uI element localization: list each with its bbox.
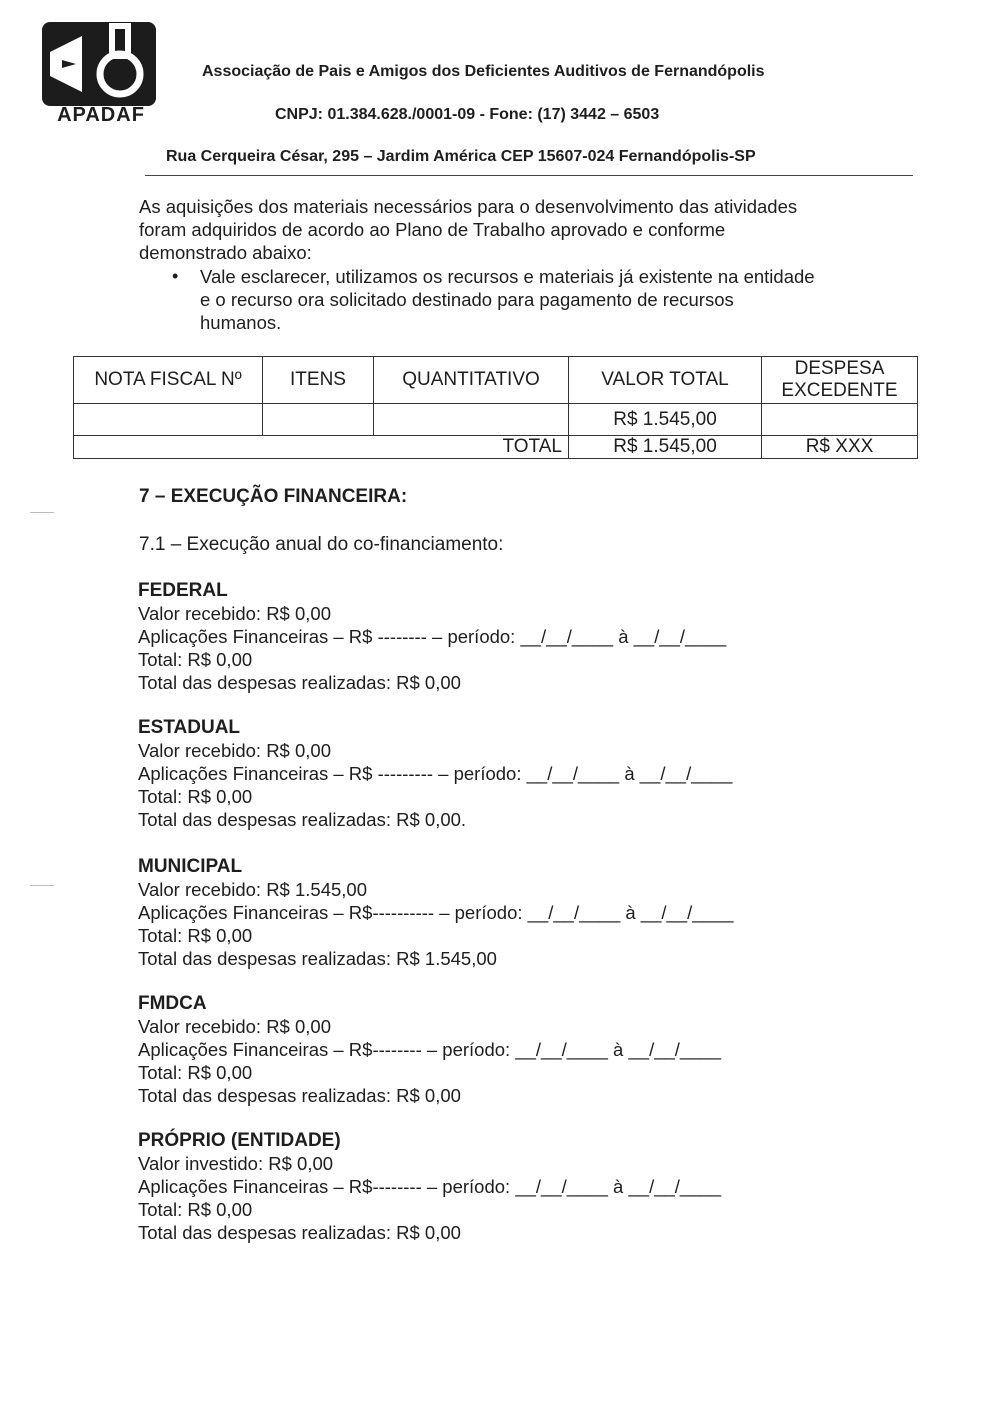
total-excedente: R$ XXX xyxy=(762,436,918,459)
materials-table xyxy=(73,356,918,459)
block-line: Aplicações Financeiras – R$-------- – período: __/__/____ à __/__/____ xyxy=(138,1039,722,1060)
block-title: PRÓPRIO (ENTIDADE) xyxy=(138,1130,341,1151)
block-line: Total: R$ 0,00 xyxy=(138,925,253,946)
table-cell xyxy=(762,404,918,436)
funding-block-proprio xyxy=(138,1129,721,1244)
table-row xyxy=(74,404,918,436)
block-line: Valor recebido: R$ 0,00 xyxy=(138,740,331,761)
block-line: Total: R$ 0,00 xyxy=(138,649,253,670)
org-name: Associação de Pais e Amigos dos Deficientes Auditivos de Fernandópolis xyxy=(202,63,765,80)
block-title: MUNICIPAL xyxy=(138,856,243,877)
col-valor-total: VALOR TOTAL xyxy=(569,357,762,404)
section-subtitle: 7.1 – Execução anual do co-financiamento: xyxy=(139,534,504,555)
address: Rua Cerqueira César, 295 – Jardim América CEP 15607-024 Fernandópolis-SP xyxy=(166,148,756,165)
col-itens: ITENS xyxy=(263,357,374,404)
col-nota-fiscal: NOTA FISCAL Nº xyxy=(74,357,263,404)
block-line: Aplicações Financeiras – R$ --------- – período: __/__/____ à __/__/____ xyxy=(138,763,733,784)
block-line: Total das despesas realizadas: R$ 0,00 xyxy=(138,1222,461,1243)
cnpj-phone: CNPJ: 01.384.628./0001-09 - Fone: (17) 3442 – 6503 xyxy=(275,106,660,123)
table-cell xyxy=(263,404,374,436)
punch-mark xyxy=(30,885,54,886)
block-line: Total das despesas realizadas: R$ 1.545,00 xyxy=(138,948,497,969)
table-cell xyxy=(374,404,569,436)
bullet-paragraph: Vale esclarecer, utilizamos os recursos e materiais já existente na entidade e o recurso ora solicitado destinado para pagamento de recursos humanos. xyxy=(200,266,815,333)
block-line: Total das despesas realizadas: R$ 0,00. xyxy=(138,809,467,830)
col-despesa-excedente: DESPESA EXCEDENTE xyxy=(762,357,918,404)
logo-text: APADAF xyxy=(57,104,145,126)
col-quantitativo: QUANTITATIVO xyxy=(374,357,569,404)
funding-block-fmdca xyxy=(138,992,721,1107)
block-line: Total: R$ 0,00 xyxy=(138,786,253,807)
block-line: Total: R$ 0,00 xyxy=(138,1199,253,1220)
intro-paragraph: As aquisições dos materiais necessários para o desenvolvimento das atividades foram adquiridos de acordo ao Plano de Trabalho aprovado e conforme demonstrado abaixo: xyxy=(139,196,798,263)
block-line: Valor recebido: R$ 1.545,00 xyxy=(138,879,368,900)
block-title: FMDCA xyxy=(138,993,207,1014)
block-line: Aplicações Financeiras – R$ -------- – período: __/__/____ à __/__/____ xyxy=(138,626,727,647)
block-line: Aplicações Financeiras – R$-------- – período: __/__/____ à __/__/____ xyxy=(138,1176,722,1197)
block-title: ESTADUAL xyxy=(138,717,241,738)
block-line: Valor recebido: R$ 0,00 xyxy=(138,603,331,624)
logo-emblem xyxy=(42,22,156,106)
total-value: R$ 1.545,00 xyxy=(569,436,762,459)
table-cell xyxy=(74,404,263,436)
header-divider xyxy=(145,175,913,176)
row-valor-total: R$ 1.545,00 xyxy=(569,404,762,436)
block-line: Valor recebido: R$ 0,00 xyxy=(138,1016,331,1037)
block-line: Aplicações Financeiras – R$---------- – período: __/__/____ à __/__/____ xyxy=(138,902,734,923)
block-line: Total das despesas realizadas: R$ 0,00 xyxy=(138,1085,461,1106)
block-line: Total das despesas realizadas: R$ 0,00 xyxy=(138,672,461,693)
punch-mark xyxy=(30,512,54,513)
funding-block-municipal xyxy=(138,855,733,970)
table-total-row xyxy=(74,436,918,459)
table-header-row xyxy=(74,357,918,404)
block-title: FEDERAL xyxy=(138,580,228,601)
bullet-dot: • xyxy=(172,266,179,286)
funding-block-estadual xyxy=(138,716,732,831)
total-label: TOTAL xyxy=(74,436,569,459)
block-line: Total: R$ 0,00 xyxy=(138,1062,253,1083)
logo-ear-icon xyxy=(42,22,156,106)
block-line: Valor investido: R$ 0,00 xyxy=(138,1153,334,1174)
section-title: 7 – EXECUÇÃO FINANCEIRA: xyxy=(139,486,408,507)
org-logo xyxy=(40,20,162,124)
funding-block-federal xyxy=(138,579,726,694)
